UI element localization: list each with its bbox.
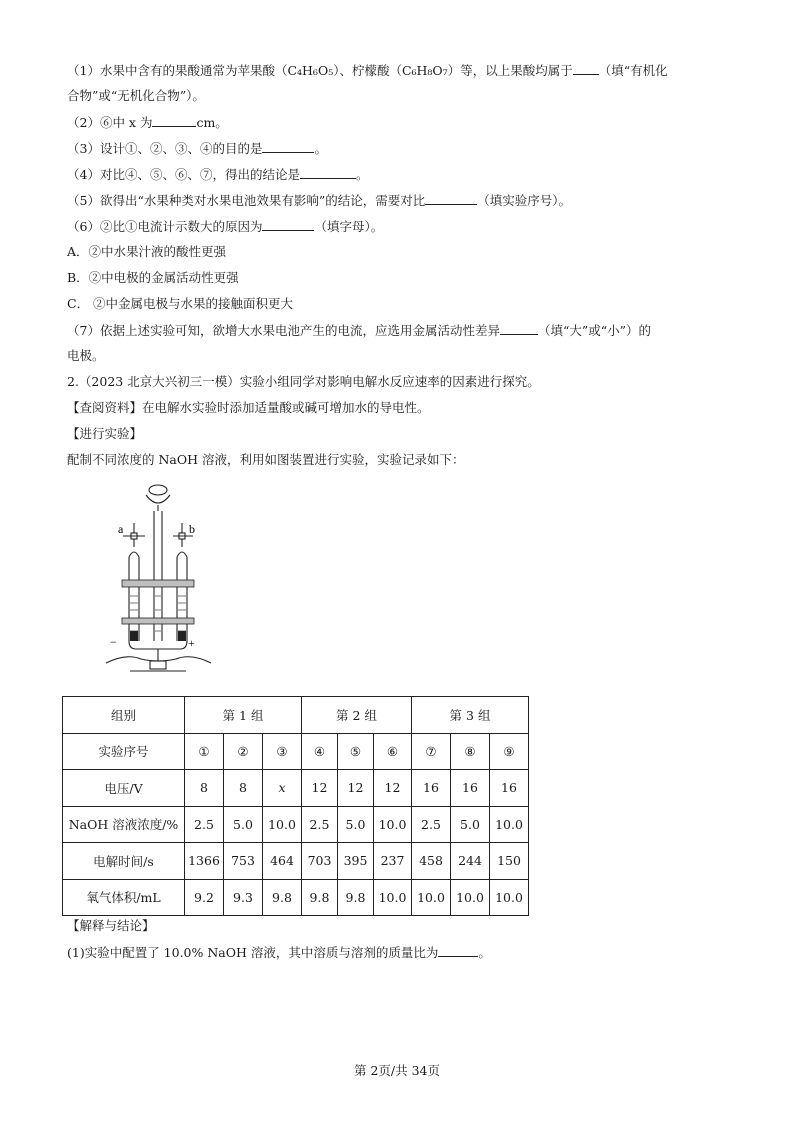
q7-line-2: 电极。 bbox=[67, 348, 105, 363]
table-header-cell: 第 3 组 bbox=[412, 697, 529, 734]
table-header-cell: 第 2 组 bbox=[302, 697, 412, 734]
table-cell: 8 bbox=[185, 770, 224, 807]
table-cell: ④ bbox=[302, 733, 338, 770]
table-cell: 150 bbox=[490, 843, 529, 880]
row-label: 电解时间/s bbox=[63, 843, 185, 880]
table-cell: 395 bbox=[338, 843, 374, 880]
table-cell: 9.8 bbox=[338, 879, 374, 916]
conclusion-heading: 【解释与结论】 bbox=[67, 918, 155, 933]
q4-line: （4）对比④、⑤、⑥、⑦，得出的结论是 。 bbox=[67, 167, 369, 182]
table-cell: ② bbox=[224, 733, 263, 770]
table-cell: 464 bbox=[263, 843, 302, 880]
table-row bbox=[63, 806, 529, 843]
table-cell: ③ bbox=[263, 733, 302, 770]
table-cell: 5.0 bbox=[338, 806, 374, 843]
q5-line: （5）欲得出“水果种类对水果电池效果有影响”的结论，需要对比 （填实验序号）。 bbox=[67, 193, 572, 208]
answer-blank bbox=[438, 943, 478, 957]
negative-terminal-label: − bbox=[110, 635, 117, 649]
table-header-cell: 第 1 组 bbox=[185, 697, 302, 734]
table-cell: 10.0 bbox=[374, 806, 412, 843]
row-label: 氧气体积/mL bbox=[63, 879, 185, 916]
table-cell: 2.5 bbox=[412, 806, 451, 843]
table-cell: 5.0 bbox=[451, 806, 490, 843]
q1-line-1: （1）水果中含有的果酸通常为苹果酸（C₄H₆O₅）、柠檬酸（C₆H₈O₇）等，以上果酸均属于 （填“有机化 bbox=[67, 63, 668, 78]
tube-label-b: b bbox=[189, 522, 195, 536]
table-cell: 12 bbox=[374, 770, 412, 807]
table-cell: ⑧ bbox=[451, 733, 490, 770]
table-cell: 244 bbox=[451, 843, 490, 880]
table-cell: ⑦ bbox=[412, 733, 451, 770]
q1-line-2: 合物”或“无机化合物”）。 bbox=[67, 88, 205, 103]
table-cell: 9.8 bbox=[302, 879, 338, 916]
answer-blank bbox=[300, 165, 356, 179]
table-cell: 16 bbox=[412, 770, 451, 807]
q7-line-1: （7）依据上述实验可知，欲增大水果电池产生的电流，应选用金属活动性差异 （填“大”或“小”）的 bbox=[67, 323, 652, 338]
table-cell: 2.5 bbox=[185, 806, 224, 843]
table-row bbox=[63, 733, 529, 770]
q3-line: （3）设计①、②、③、④的目的是 。 bbox=[67, 141, 327, 156]
table-cell: ⑥ bbox=[374, 733, 412, 770]
table-cell: 237 bbox=[374, 843, 412, 880]
table-cell: 703 bbox=[302, 843, 338, 880]
problem-2-title: 2.（2023 北京大兴初三一模）实验小组同学对影响电解水反应速率的因素进行探究。 bbox=[67, 374, 540, 389]
option-c: C． ②中金属电极与水果的接触面积更大 bbox=[67, 296, 294, 311]
answer-blank bbox=[500, 321, 538, 335]
table-row bbox=[63, 770, 529, 807]
table-cell: 458 bbox=[412, 843, 451, 880]
q6-line: （6）②比①电流计示数大的原因为 （填字母）。 bbox=[67, 219, 384, 234]
page-number: 第 2页/共 34页 bbox=[353, 1063, 441, 1078]
table-cell: 12 bbox=[302, 770, 338, 807]
table-cell: x bbox=[263, 770, 302, 807]
table-cell: 1366 bbox=[185, 843, 224, 880]
problem-2-description: 配制不同浓度的 NaOH 溶液，利用如图装置进行实验，实验记录如下： bbox=[67, 452, 465, 467]
q2-line: （2）⑥中 x 为 cm。 bbox=[67, 115, 228, 130]
table-cell: 16 bbox=[490, 770, 529, 807]
problem-2-q1: (1)实验中配置了 10.0% NaOH 溶液，其中溶质与溶剂的质量比为 。 bbox=[67, 945, 491, 960]
table-cell: 10.0 bbox=[451, 879, 490, 916]
table-cell: 9.2 bbox=[185, 879, 224, 916]
table-cell: 2.5 bbox=[302, 806, 338, 843]
answer-blank bbox=[262, 139, 314, 153]
table-cell: 12 bbox=[338, 770, 374, 807]
tube-label-a: a bbox=[118, 522, 124, 536]
table-cell: 9.8 bbox=[263, 879, 302, 916]
answer-blank bbox=[573, 61, 599, 75]
row-label: 实验序号 bbox=[63, 733, 185, 770]
table-cell: 16 bbox=[451, 770, 490, 807]
table-row bbox=[63, 843, 529, 880]
table-cell: 10.0 bbox=[490, 879, 529, 916]
table-row bbox=[63, 879, 529, 916]
table-cell: ⑨ bbox=[490, 733, 529, 770]
table-cell: 10.0 bbox=[263, 806, 302, 843]
table-cell: 5.0 bbox=[224, 806, 263, 843]
experiment-data-table bbox=[62, 696, 529, 916]
table-cell: 10.0 bbox=[374, 879, 412, 916]
table-cell: 753 bbox=[224, 843, 263, 880]
option-a: A．②中水果汁液的酸性更强 bbox=[67, 244, 227, 259]
answer-blank bbox=[152, 113, 196, 127]
table-cell: ⑤ bbox=[338, 733, 374, 770]
table-cell: 10.0 bbox=[412, 879, 451, 916]
option-b: B．②中电极的金属活动性更强 bbox=[67, 270, 239, 285]
electrolysis-apparatus-figure bbox=[96, 481, 221, 676]
row-label: NaOH 溶液浓度/% bbox=[63, 806, 185, 843]
answer-blank bbox=[425, 191, 477, 205]
row-label: 电压/V bbox=[63, 770, 185, 807]
problem-2-info: 【查阅资料】在电解水实验时添加适量酸或碱可增加水的导电性。 bbox=[67, 400, 430, 415]
table-cell: ① bbox=[185, 733, 224, 770]
table-header-cell: 组别 bbox=[63, 697, 185, 734]
answer-blank bbox=[262, 217, 314, 231]
table-cell: 10.0 bbox=[490, 806, 529, 843]
table-header-row bbox=[63, 697, 529, 734]
problem-2-experiment-heading: 【进行实验】 bbox=[67, 426, 143, 441]
positive-terminal-label: + bbox=[188, 636, 195, 650]
table-cell: 9.3 bbox=[224, 879, 263, 916]
table-cell: 8 bbox=[224, 770, 263, 807]
